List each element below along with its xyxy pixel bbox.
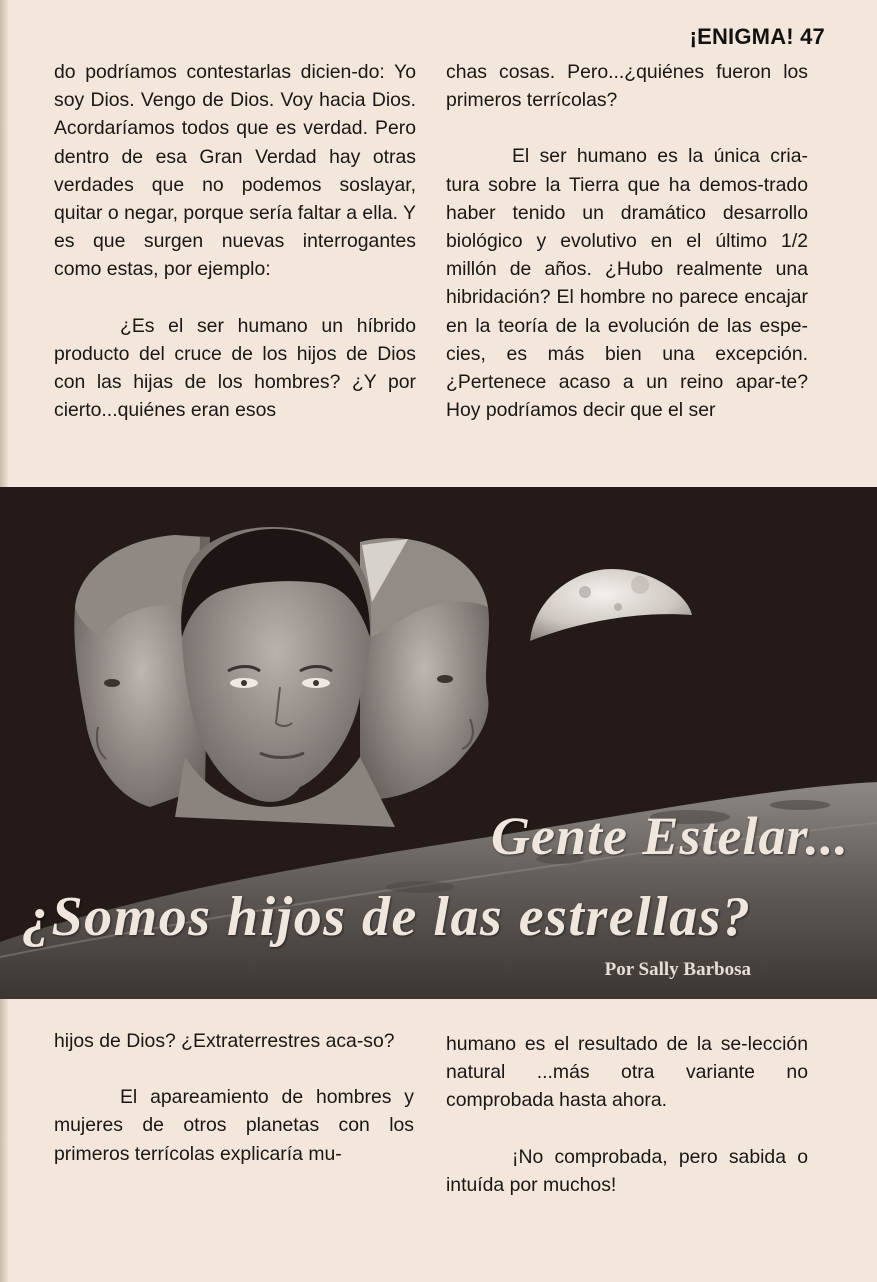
faces-montage <box>74 527 489 827</box>
text-column-top-right <box>446 58 808 424</box>
paragraph: do podríamos contestarlas dicien-do: Yo soy Dios. Vengo de Dios. Voy hacia Dios. Acordaríamos todos que es verdad. Pero dentro de esa Gran Verdad hay otras verdades que no podemos soslayar, quitar o negar, porque sería faltar a ella. Y es que surgen nuevas interrogantes como estas, por ejemplo: <box>54 61 416 281</box>
text-column-bottom-left <box>54 1027 414 1168</box>
headline-somos-hijos: ¿Somos hijos de las estrellas? <box>22 886 752 948</box>
paragraph: chas cosas. Pero...¿quiénes fueron los primeros terrícolas? <box>446 61 808 112</box>
cover-illustration <box>0 487 877 999</box>
paragraph: ¡No comprobada, pero sabida o intuída por muchos! <box>446 1145 808 1196</box>
paragraph: hijos de Dios? ¿Extraterrestres aca-so? <box>54 1030 395 1052</box>
paragraph: El ser humano es la única cria-tura sobre la Tierra que ha demos-trado haber tenido un dramático desarrollo biológico y evolutivo en el último 1/2 millón de años. ¿Hubo realmente una hibridación? El hombre no parece encajar en la teoría de la evolución de las espe-cies, es más bien una excepción. ¿Pertenece acaso a un reino apar-te? Hoy podríamos decir que el ser <box>446 145 808 422</box>
page-header: ¡ENIGMA! 47 <box>689 24 825 49</box>
byline: Por Sally Barbosa <box>604 959 751 980</box>
text-column-top-left <box>54 58 416 424</box>
headline-gente-estelar: Gente Estelar... <box>490 806 849 866</box>
paragraph: ¿Es el ser humano un híbrido producto del cruce de los hijos de Dios con las hijas de los hombres? ¿Y por cierto...quiénes eran esos <box>54 314 416 422</box>
planet-image <box>526 539 692 642</box>
paragraph: humano es el resultado de la se-lección natural ...más otra variante no comprobada hasta ahora. <box>446 1033 808 1112</box>
text-column-bottom-right <box>446 1030 808 1199</box>
paragraph: El apareamiento de hombres y mujeres de otros planetas con los primeros terrícolas explicaría mu- <box>54 1086 414 1165</box>
